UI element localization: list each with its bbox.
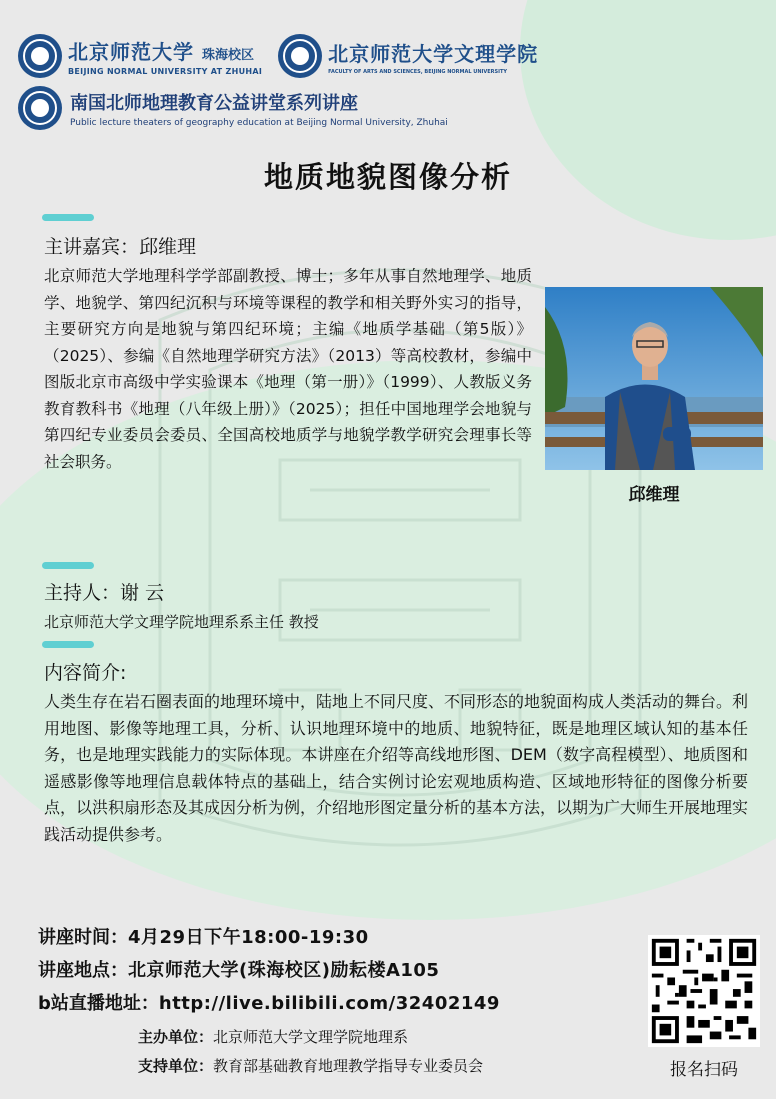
stream-url-link[interactable]: http://live.bilibili.com/32402149 (158, 993, 500, 1014)
lecture-title: 地质地貌图像分析 (263, 160, 512, 194)
intro-heading: 内容简介: (44, 662, 127, 684)
organizer-value: 北京师范大学文理学院地理系 (213, 1028, 409, 1046)
host-heading: 主持人：谢 云 (44, 582, 165, 604)
accent-bar (42, 214, 94, 221)
lecture-time (38, 923, 369, 949)
bnu-campus: 珠海校区 (202, 48, 255, 63)
location-value: 北京师范大学(珠海校区)励耘楼A105 (128, 960, 440, 981)
lecture-series-header (18, 86, 448, 130)
stream-label: b站直播地址： (38, 993, 159, 1014)
accent-bar (42, 641, 94, 648)
speaker-bio: 北京师范大学地理科学学部副教授、博士；多年从事自然地理学、地质学、地貌学、第四纪沉积与环境等课程的教学和相关野外实习的指导，主要研究方向是地貌与第四纪环境；主编《地质学基础（第5版）》（2025）、参编《自然地理学研究方法》（2013）等高校教材，参编中图版北京市高级中学实验课本《地理（第一册）》（1999）、人教版义务教育教科书《地理（八年级上册）》（2025）；担任中国地理学会地貌与第四纪专业委员会委员、全国高校地质学与地貌学教学研究会理事长等社会职务。 (44, 267, 532, 471)
bnu-english-name: BEIJING NORMAL UNIVERSITY AT ZHUHAI (68, 67, 263, 76)
support-organizer (138, 1055, 483, 1076)
series-name: 南国北师地理教育公益讲堂系列讲座 (70, 92, 358, 114)
logo-header (18, 34, 538, 78)
bnu-seal-logo (18, 34, 62, 78)
organizer-label: 主办单位： (138, 1028, 214, 1046)
time-label: 讲座时间： (38, 927, 128, 948)
qr-label: 报名扫码 (670, 1060, 738, 1080)
supporter-label: 支持单位： (138, 1057, 214, 1075)
faculty-english-name: FACULTY OF ARTS AND SCIENCES, BEIJING NORMAL UNIVERSITY (328, 68, 508, 75)
faculty-seal-logo (278, 34, 322, 78)
host-organizer (138, 1026, 408, 1047)
speaker-photo (545, 287, 763, 470)
intro-text: 人类生存在岩石圈表面的地理环境中，陆地上不同尺度、不同形态的地貌面构成人类活动的舞台。利用地图、影像等地理工具，分析、认识地理环境中的地质、地貌特征，既是地理区域认知的基本任务，也是地理实践能力的实际体现。本讲座在介绍等高线地形图、DEM（数字高程模型）、地质图和遥感影像等地理信息载体特点的基础上，结合实例讨论宏观地质构造、区域地形特征的图像分析要点，以洪积扇形态及其成因分析为例，介绍地形图定量分析的基本方法，以期为广大师生开展地理实践活动提供参考。 (44, 692, 749, 844)
lecture-location (38, 956, 439, 982)
speaker-photo-caption: 邱维理 (628, 485, 680, 505)
time-value: 4月29日下午18:00-19:30 (128, 927, 369, 948)
accent-bar (42, 562, 94, 569)
faculty-name: 北京师范大学文理学院 (328, 41, 539, 66)
live-stream (38, 989, 500, 1015)
qr-code[interactable] (648, 935, 760, 1047)
location-label: 讲座地点： (38, 960, 128, 981)
series-seal-logo (18, 86, 62, 130)
host-description: 北京师范大学文理学院地理系系主任 教授 (44, 613, 319, 631)
supporter-value: 教育部基础教育地理教学指导专业委员会 (213, 1057, 484, 1075)
speaker-heading: 主讲嘉宾：邱维理 (44, 236, 197, 258)
series-english-name: Public lecture theaters of geography education at Beijing Normal University, Zhuhai (70, 117, 448, 128)
bnu-name: 北京师范大学 (68, 40, 194, 64)
